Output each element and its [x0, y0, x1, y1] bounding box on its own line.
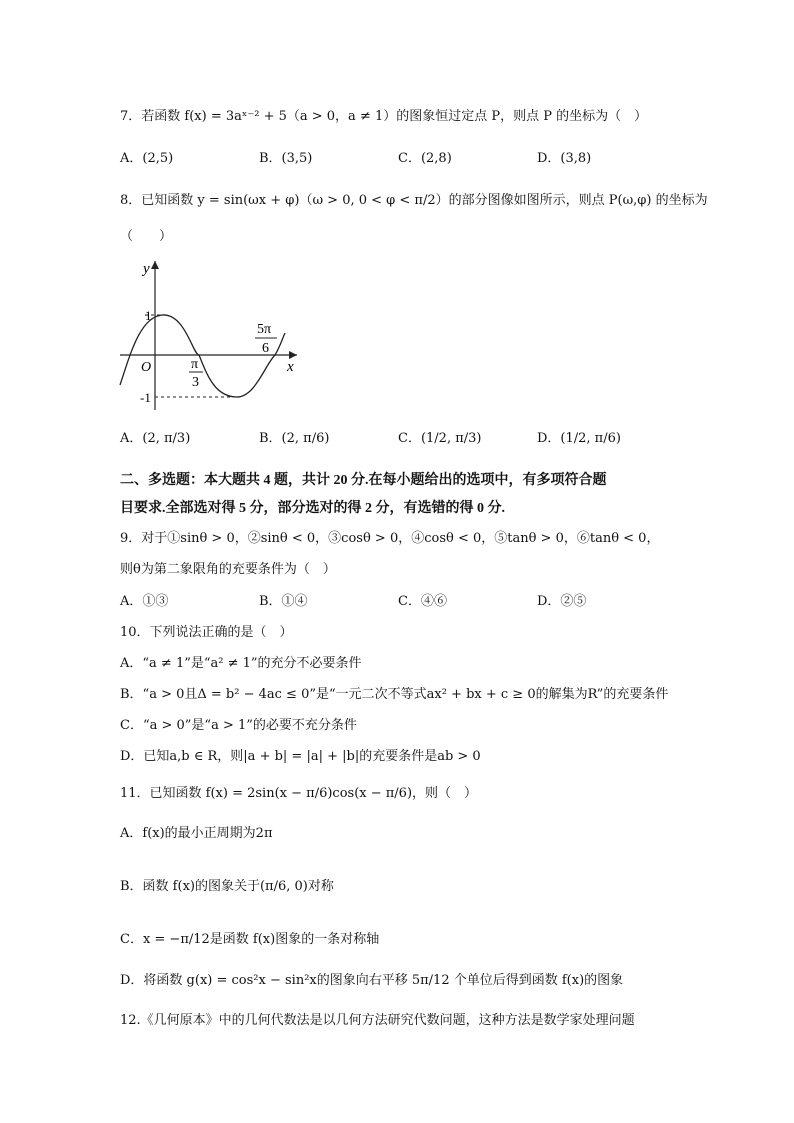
origin-label: O: [141, 360, 152, 375]
fivepi6-numerator: 5π: [257, 322, 272, 337]
tick-1-label: 1: [145, 308, 152, 323]
x-axis-arrow: [289, 351, 297, 359]
y-axis-arrow: [151, 261, 159, 269]
q11-option-b: B．函数 f(x)的图象关于(π/6, 0)对称: [120, 879, 334, 894]
pi3-numerator: π: [191, 357, 199, 372]
q9-option-c: C．④⑥: [398, 594, 447, 609]
y-label: y: [143, 261, 150, 277]
q9-stem: 9．对于①sinθ > 0，②sinθ < 0，③cosθ > 0，④cosθ < 0，⑤tanθ > 0，⑥tanθ < 0，: [120, 531, 660, 546]
q8-sine-graph: [115, 255, 305, 415]
fivepi6-denominator: 6: [262, 341, 269, 356]
section2-heading-line2: 目要求.全部选对得 5 分，部分选对的得 2 分，有选错的得 0 分.: [120, 501, 505, 516]
pi3-denominator: 3: [192, 375, 199, 390]
q9-option-a: A．①③: [120, 594, 169, 609]
q7-stem: 7．若函数 f(x) = 3aˣ⁻² + 5（a > 0，a ≠ 1）的图象恒过定点 P，则点 P 的坐标为（ ）: [120, 109, 648, 124]
q8-option-c: C．(1/2, π/3): [398, 431, 482, 446]
q8-option-b: B．(2, π/6): [259, 431, 330, 446]
q10-option-b: B．“a > 0且Δ = b² − 4ac ≤ 0”是“一元二次不等式ax² + bx + c ≥ 0的解集为R”的充要条件: [120, 687, 669, 702]
q11-option-c: C．x = −π/12是函数 f(x)图象的一条对称轴: [120, 932, 380, 947]
q8-option-a: A．(2, π/3): [120, 431, 191, 446]
q11-stem: 11．已知函数 f(x) = 2sin(x − π/6)cos(x − π/6)，则（ ）: [120, 786, 478, 801]
q10-option-d: D．已知a,b ∈ R，则|a + b| = |a| + |b|的充要条件是ab > 0: [120, 749, 481, 764]
q8-option-d: D．(1/2, π/6): [537, 431, 621, 446]
q9-option-b: B．①④: [259, 594, 308, 609]
q8-stem-paren: （ ）: [120, 229, 173, 244]
q10-option-a: A．“a ≠ 1”是“a² ≠ 1”的充分不必要条件: [120, 656, 362, 671]
q7-option-c: C．(2,8): [398, 151, 452, 166]
q11-option-d: D．将函数 g(x) = cos²x − sin²x的图象向右平移 5π/12 个单位后得到函数 f(x)的图象: [120, 973, 624, 988]
q7-option-d: D．(3,8): [537, 151, 592, 166]
q7-option-a: A．(2,5): [120, 151, 174, 166]
section2-heading-line1: 二、多选题：本大题共 4 题，共计 20 分.在每小题给出的选项中，有多项符合题: [120, 473, 607, 488]
q10-option-c: C．“a > 0”是“a > 1”的必要不充分条件: [120, 718, 357, 733]
q11-option-a: A．f(x)的最小正周期为2π: [120, 826, 273, 841]
q9-stem-line2: 则θ为第二象限角的充要条件为（ ）: [120, 562, 336, 577]
q7-option-b: B．(3,5): [259, 151, 313, 166]
q9-option-d: D．②⑤: [537, 594, 587, 609]
q12-stem: 12.《几何原本》中的几何代数法是以几何方法研究代数问题，这种方法是数学家处理问题: [120, 1013, 635, 1028]
q10-stem: 10．下列说法正确的是（ ）: [120, 625, 293, 640]
x-label: x: [287, 359, 294, 375]
q8-stem: 8．已知函数 y = sin(ωx + φ)（ω > 0, 0 < φ < π/2）的部分图像如图所示，则点 P(ω,φ) 的坐标为: [120, 193, 708, 208]
tick-neg1-label: -1: [140, 390, 151, 405]
